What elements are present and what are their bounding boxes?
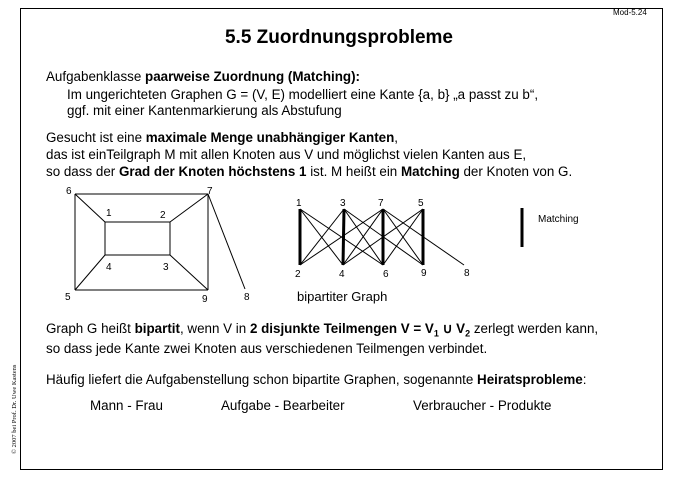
example-item: Verbraucher - Produkte	[413, 398, 552, 413]
graph-node-label: 7	[207, 186, 213, 197]
bipartite-node-label: 8	[464, 268, 470, 279]
bipartite-graph	[300, 209, 464, 265]
copyright-notice: © 2007 bei Prof. Dr. Uwe Kastens	[11, 364, 18, 454]
bipartite-node-label: 5	[418, 198, 424, 209]
graph-edge	[75, 255, 105, 290]
bipartite-node-label: 9	[421, 268, 427, 279]
sought-line-2: das ist einTeilgraph M mit allen Knoten aus V und möglichst vielen Kanten aus E,	[46, 147, 527, 162]
task-line-2: Im ungerichteten Graphen G = (V, E) modelliert eine Kante {a, b} „a passt zu b“,	[67, 87, 539, 102]
example-item: Mann - Frau	[90, 398, 163, 413]
graph-node-label: 1	[106, 208, 112, 219]
graph-edge	[75, 194, 105, 222]
bipartite-node-label: 4	[339, 269, 345, 280]
graph-edge	[170, 255, 208, 290]
graph-node-label: 5	[65, 292, 71, 303]
bipartite-node-label: 6	[383, 269, 389, 280]
graph-node-label: 9	[202, 294, 208, 305]
page-id: Mod-5.24	[613, 8, 647, 17]
matching-edge	[343, 209, 344, 265]
graph-node-label: 3	[163, 262, 169, 273]
bipartite-node-label: 7	[378, 198, 384, 209]
bipartite-caption: bipartiter Graph	[297, 289, 388, 304]
definition-line-1: Graph G heißt bipartit, wenn V in 2 disjunkte Teilmengen $V = V_1$ ∪ $V_2$ zerlegt werden kann,	[46, 321, 599, 339]
page-title: 5.5 Zuordnungsprobleme	[224, 27, 454, 48]
sought-line-3: so dass der Grad der Knoten höchstens 1 ist. M heißt ein Matching der Knoten von G.	[46, 164, 573, 179]
example-item: Aufgabe - Bearbeiter	[221, 398, 345, 413]
graph-g	[75, 194, 245, 290]
task-line-3: ggf. mit einer Kantenmarkierung als Abstufung	[67, 103, 342, 118]
graph-node-label: 2	[160, 210, 166, 221]
graph-node-label: 4	[106, 262, 112, 273]
graph-node-label: 8	[244, 292, 250, 303]
marriage-line: Häufig liefert die Aufgabenstellung schon bipartite Graphen, sogenannte Heiratsprobleme:	[46, 372, 587, 387]
graph-edge	[208, 194, 245, 289]
bipartite-node-label: 3	[340, 198, 346, 209]
graph-edge	[170, 194, 208, 222]
task-line-1: Aufgabenklasse paarweise Zuordnung (Matching):	[46, 69, 361, 84]
matching-legend-label: Matching	[538, 214, 579, 225]
sought-line-1: Gesucht ist eine maximale Menge unabhängiger Kanten,	[46, 130, 399, 145]
bipartite-node-label: 2	[295, 269, 301, 280]
bipartite-node-label: 1	[296, 198, 302, 209]
definition-line-2: so dass jede Kante zwei Knoten aus verschiedenen Teilmengen verbindet.	[46, 341, 488, 356]
graph-node-label: 6	[66, 186, 72, 197]
